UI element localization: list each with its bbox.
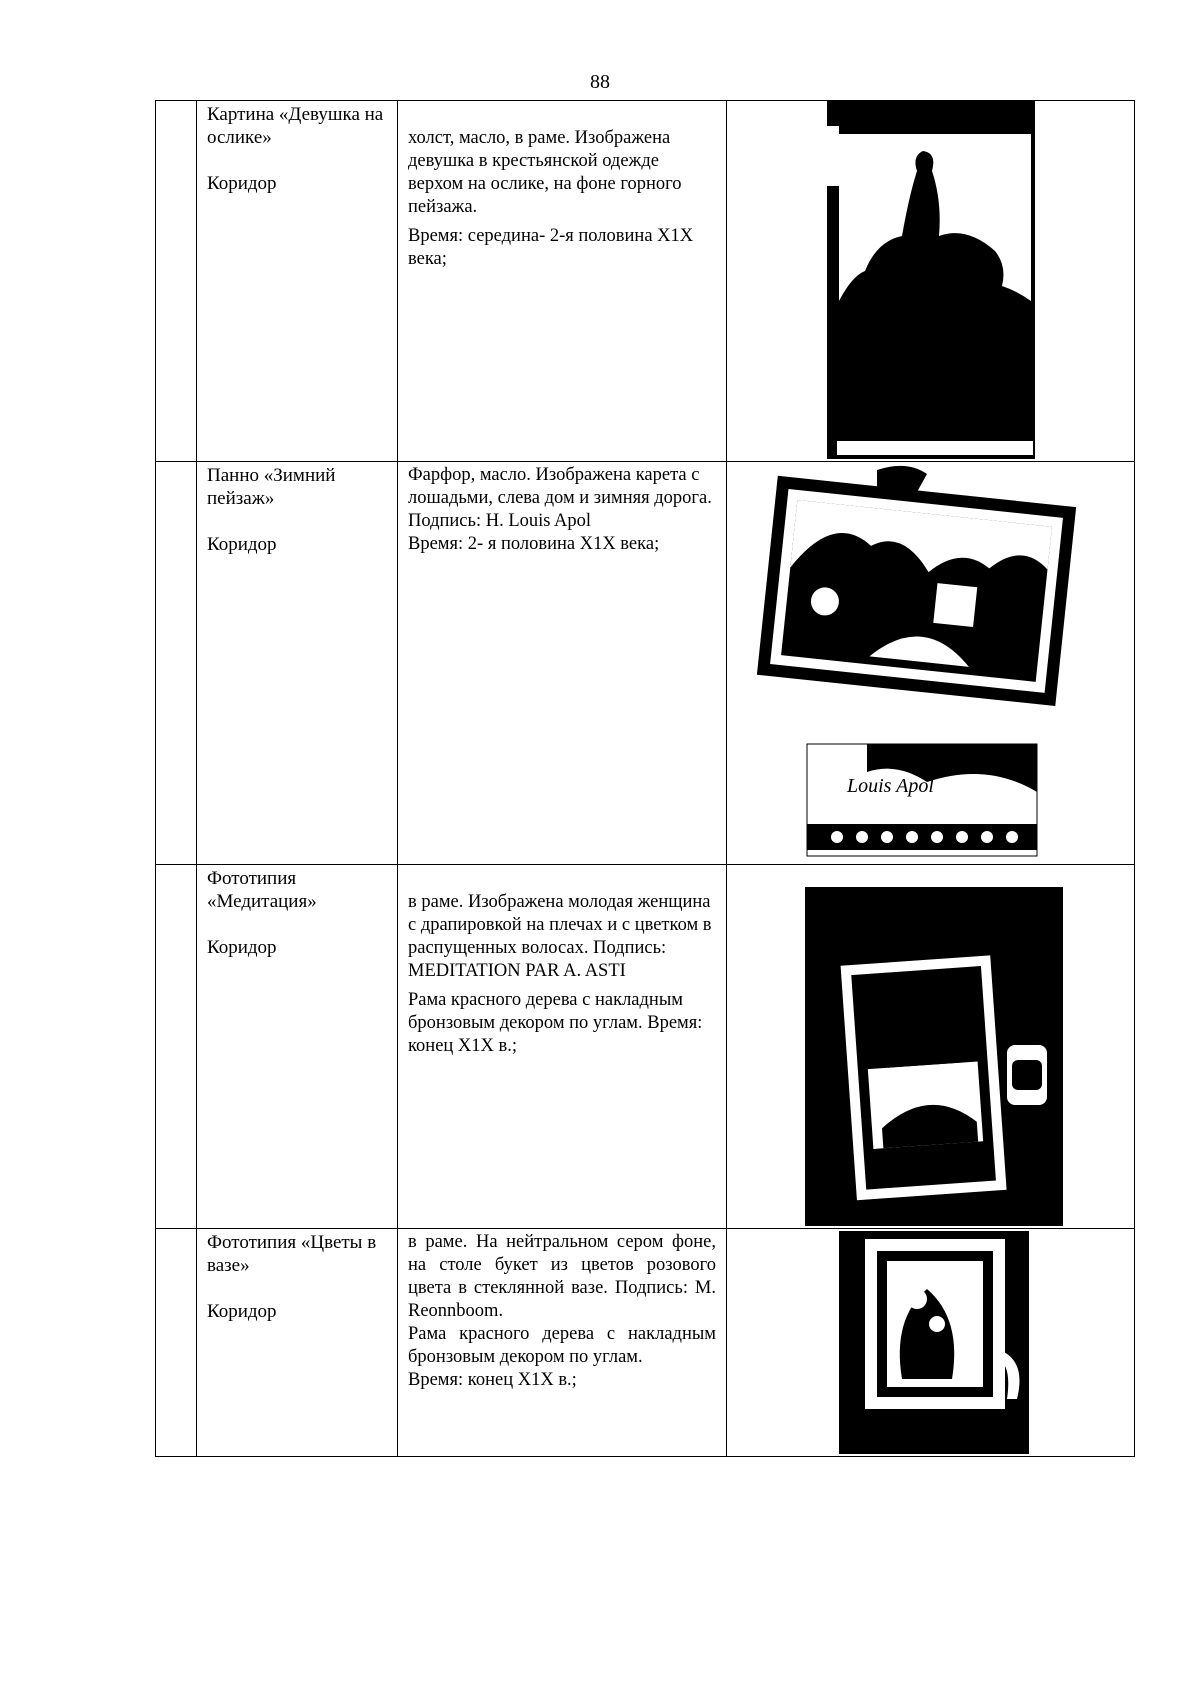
table-row — [156, 462, 1135, 865]
item-name-cell — [197, 1229, 398, 1457]
item-description: холст, масло, в раме. Изображена девушка в крестьянской одежде верхом на ослике, на фоне горного пейзажа. — [408, 128, 682, 217]
item-location: Коридор — [207, 173, 277, 194]
item-description: Фарфор, масло. Изображена карета с лошадьми, слева дом и зимняя дорога. Подпись: H. Louis Apol — [408, 465, 712, 531]
row-number-cell — [156, 101, 197, 462]
item-photo-cell — [727, 101, 1135, 462]
inventory-table — [155, 100, 1135, 1457]
table-row — [156, 865, 1135, 1229]
item-name-cell — [197, 865, 398, 1229]
row-number-cell — [156, 1229, 197, 1457]
item-name-cell — [197, 462, 398, 865]
item-frame-note: Рама красного дерева с накладным бронзовым декором по углам. — [408, 1324, 716, 1367]
item-dating: Время: конец X1X в.; — [408, 1370, 577, 1390]
item-description: в раме. На нейтральном сером фоне, на столе букет из цветов розового цвета в стеклянной вазе. Подпись: M. Reonnboom. — [408, 1232, 716, 1321]
item-photo-cell — [727, 865, 1135, 1229]
item-description-cell — [398, 101, 727, 462]
table-row — [156, 101, 1135, 462]
row-number-cell — [156, 462, 197, 865]
svg-text:Louis Apol: Louis Apol — [847, 775, 934, 797]
item-location: Коридор — [207, 937, 277, 958]
item-description: в раме. Изображена молодая женщина с драпировкой на плечах и с цветком в распущенных волосах. Подпись: MEDITATION PAR A. ASTI — [408, 892, 712, 981]
photo-winter-landscape-panel — [727, 462, 1134, 864]
photo-girl-on-donkey — [727, 101, 1134, 461]
item-photo-cell — [727, 462, 1135, 865]
item-title: Фототипия «Медитация» — [207, 868, 317, 912]
item-description-cell — [398, 865, 727, 1229]
table-row — [156, 1229, 1135, 1457]
item-title: Панно «Зимний пейзаж» — [207, 465, 336, 509]
item-location: Коридор — [207, 534, 277, 555]
item-dating: Время: 2- я половина X1X века; — [408, 534, 660, 554]
item-description-cell — [398, 1229, 727, 1457]
page-number: 88 — [590, 71, 610, 93]
item-name-cell — [197, 101, 398, 462]
item-location: Коридор — [207, 1301, 277, 1322]
item-title: Картина «Девушка на ослике» — [207, 104, 384, 148]
item-photo-cell — [727, 1229, 1135, 1457]
photo-meditation — [727, 865, 1134, 1228]
photo-flowers-in-vase — [727, 1229, 1134, 1456]
item-description-cell — [398, 462, 727, 865]
item-dating: Время: середина- 2-я половина X1X века; — [408, 226, 694, 269]
item-title: Фототипия «Цветы в вазе» — [207, 1232, 377, 1276]
item-dating: Рама красного дерева с накладным бронзовым декором по углам. Время: конец X1X в.; — [408, 990, 703, 1056]
row-number-cell — [156, 865, 197, 1229]
